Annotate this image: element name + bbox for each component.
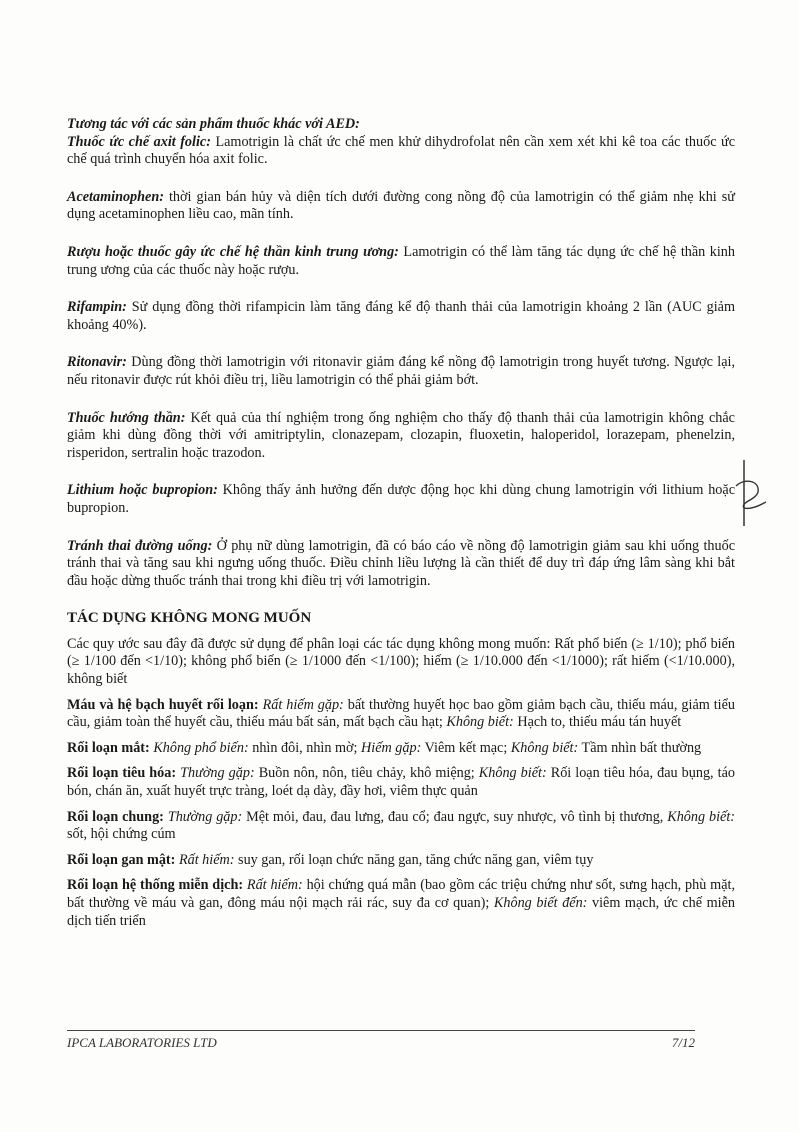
effect-text: nhìn đôi, nhìn mờ; xyxy=(248,739,362,756)
side-effect-general xyxy=(67,809,735,844)
section-heading: TÁC DỤNG KHÔNG MONG MUỐN xyxy=(67,610,312,627)
footer-company: IPCA LABORATORIES LTD xyxy=(67,1035,217,1050)
footer-page-number: 7/12 xyxy=(671,1035,695,1050)
interaction-psychotropic xyxy=(67,410,735,463)
category-label: Rối loạn tiêu hóa: xyxy=(67,765,177,782)
page-footer xyxy=(67,1030,695,1051)
section-title: Tương tác với các sản phẩm thuốc khác với AED: xyxy=(67,116,360,132)
interaction-lithium xyxy=(67,482,735,517)
effect-text: bất thường huyết học bao gồm giảm bạch cầu, thiếu máu, giảm tiểu cầu, giảm toàn thể huyết cầu, thiếu máu bất sản, mất bạch cầu hạt; xyxy=(67,696,735,731)
category-label: Rối loạn gan mật: xyxy=(67,851,176,868)
effect-text: Mệt mỏi, đau, đau lưng, đau cổ; đau ngực, suy nhược, vô tình bị thương, xyxy=(242,808,668,825)
category-label: Máu và hệ bạch huyết rối loạn: xyxy=(67,696,259,713)
frequency-label: Không biết: xyxy=(510,739,579,756)
frequency-label: Thường gặp: xyxy=(180,765,255,782)
effect-text: suy gan, rối loạn chức năng gan, tăng chức năng gan, viêm tụy xyxy=(234,851,594,868)
page-content xyxy=(67,116,735,938)
item-text: Sử dụng đồng thời rifampicin làm tăng đáng kể độ thanh thải của lamotrigin khoảng 2 lần (AUC giảm khoảng 40%). xyxy=(67,299,735,333)
category-label: Rối loạn hệ thống miễn dịch: xyxy=(67,877,244,894)
side-effect-liver xyxy=(67,852,735,870)
frequency-label: Rất hiếm: xyxy=(246,877,303,894)
effect-text: Viêm kết mạc; xyxy=(421,739,511,756)
item-label: Rượu hoặc thuốc gây ức chế hệ thần kinh trung ương: xyxy=(67,243,399,260)
interaction-ritonavir xyxy=(67,354,735,389)
side-effect-eye xyxy=(67,740,735,758)
frequency-label: Rất hiếm gặp: xyxy=(262,696,344,713)
side-effect-gi xyxy=(67,765,735,800)
interaction-block-folic xyxy=(67,116,735,169)
frequency-label: Không biết: xyxy=(446,714,514,731)
item-label: Thuốc hướng thần: xyxy=(67,409,186,426)
item-label: Tránh thai đường uống: xyxy=(67,537,213,554)
item-text: Lamotrigin là chất ức chế men khử dihydrofolat nên cần xem xét khi kê toa các thuốc ức chế quá trình chuyển hóa axit folic. xyxy=(67,133,735,168)
side-effect-blood xyxy=(67,697,735,732)
interaction-rifampin xyxy=(67,299,735,334)
item-label: Acetaminophen: xyxy=(67,188,164,205)
frequency-label: Không biết: xyxy=(478,765,547,782)
interaction-contraceptive xyxy=(67,538,735,591)
item-label: Thuốc ức chế axit folic: xyxy=(67,133,211,150)
frequency-label: Không phổ biến: xyxy=(153,739,249,756)
effect-text: sốt, hội chứng cúm xyxy=(67,826,176,843)
item-text: Dùng đồng thời lamotrigin với ritonavir giảm đáng kể nồng độ lamotrigin trong huyết tương. Ngược lại, nếu ritonavir được rút khỏi điều trị, liều lamotrigin có thể phải giảm bớt. xyxy=(67,354,735,388)
item-label: Rifampin: xyxy=(67,299,127,316)
frequency-label: Rất hiếm: xyxy=(178,851,235,868)
side-effect-immune xyxy=(67,877,735,930)
frequency-label: Không biết đến: xyxy=(493,895,588,911)
frequency-label: Hiếm gặp: xyxy=(361,739,422,756)
frequency-label: Không biết: xyxy=(667,808,735,825)
item-text: thời gian bán hủy và diện tích dưới đường cong nồng độ của lamotrigin có thể giảm nhẹ khi sử dụng acetaminophen liều cao, mãn tính. xyxy=(67,188,735,223)
effect-text: Tầm nhìn bất thường xyxy=(578,739,702,756)
item-text: Lamotrigin có thể làm tăng tác dụng ức chế hệ thần kinh trung ương của các thuốc này hoặc rượu. xyxy=(67,243,735,278)
frequency-label: Thường gặp: xyxy=(167,808,243,825)
item-label: Lithium hoặc bupropion: xyxy=(67,482,218,499)
interaction-alcohol xyxy=(67,244,735,279)
effect-text: Hạch to, thiếu máu tán huyết xyxy=(513,714,682,731)
category-label: Rối loạn mắt: xyxy=(67,739,150,756)
side-effects-intro: Các quy ước sau đây đã được sử dụng để phân loại các tác dụng không mong muốn: Rất phổ biến (≥ 1/10); phổ biến (≥ 1/100 đến <1/10); không phổ biến (≥ 1/1000 đến <1/100); hiếm (≥ 1/10.000 đến <1/1000); rất hiếm (<1/10.000), không biết xyxy=(67,635,735,688)
effect-text: Buồn nôn, nôn, tiêu chảy, khô miệng; xyxy=(254,765,479,782)
item-text: Kết quả của thí nghiệm trong ống nghiệm cho thấy độ thanh thải của lamotrigin không chắc giảm khi dùng đồng thời với amitriptylin, clonazepam, clozapin, fluoxetin, haloperidol, lorazepam, phenelzin, risperidon, sertralin hoặc trazodon. xyxy=(67,409,735,461)
handwritten-initial xyxy=(730,458,770,528)
category-label: Rối loạn chung: xyxy=(67,808,164,825)
effect-text: viêm mạch, ức chế miễn dịch tiến triển xyxy=(67,895,735,929)
effect-text: hội chứng quá mẫn (bao gồm các triệu chứng như sốt, sưng hạch, phù mặt, bất thường về máu và gan, đông máu nội mạch rải rác, suy đa cơ quan); xyxy=(67,877,735,911)
effect-text: Rối loạn tiêu hóa, đau bụng, táo bón, chán ăn, xuất huyết trực tràng, loét dạ dày, đầy hơi, viêm thực quản xyxy=(67,765,735,800)
item-label: Ritonavir: xyxy=(67,354,127,371)
interaction-acetaminophen xyxy=(67,189,735,224)
item-text: Ở phụ nữ dùng lamotrigin, đã có báo cáo về nồng độ lamotrigin giảm sau khi uống thuốc tránh thai và tăng sau khi ngưng uống thuốc. Điều chỉnh liều lượng là cần thiết để duy trì đáp ứng lâm sàng khi bắt đầu hoặc dừng thuốc tránh thai trong khi điều trị với lamotrigin. xyxy=(67,537,735,589)
item-text: Không thấy ảnh hưởng đến dược động học khi dùng chung lamotrigin với lithium hoặc bupropion. xyxy=(67,482,735,516)
